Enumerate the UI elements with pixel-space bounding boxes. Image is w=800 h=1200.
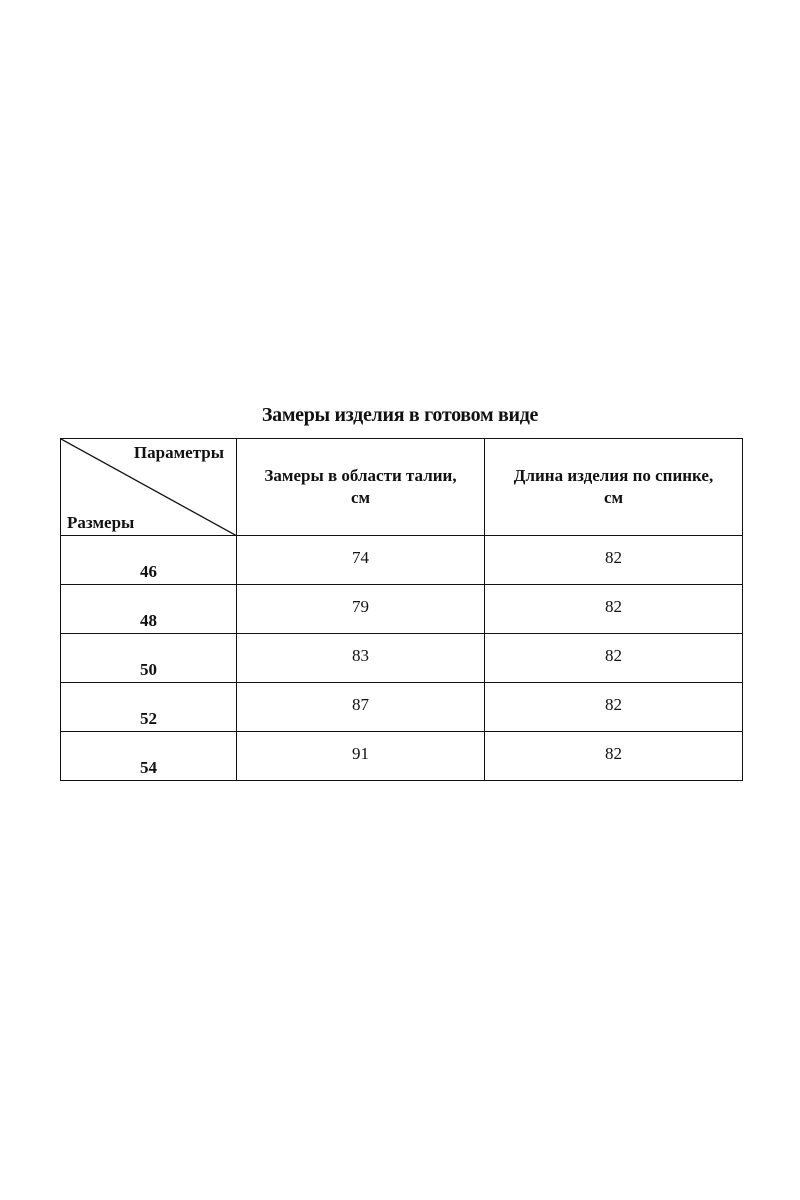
table-header-row: [61, 439, 743, 536]
waist-cell: 91: [237, 732, 485, 781]
size-cell: 54: [61, 732, 237, 781]
length-cell: 82: [485, 536, 743, 585]
length-cell: 82: [485, 732, 743, 781]
sizes-label: Размеры: [67, 513, 135, 532]
column-header-waist: [237, 439, 485, 536]
corner-cell: [61, 439, 237, 536]
table-row: [61, 536, 743, 585]
waist-cell: 74: [237, 536, 485, 585]
header-line: см: [350, 488, 371, 507]
waist-cell: 87: [237, 683, 485, 732]
length-cell: 82: [485, 683, 743, 732]
length-cell: 82: [485, 585, 743, 634]
header-line: Замеры в области талии,: [264, 466, 457, 485]
size-cell: 50: [61, 634, 237, 683]
size-cell: 46: [61, 536, 237, 585]
header-line: Длина изделия по спинке,: [513, 466, 714, 485]
table-row: [61, 585, 743, 634]
measurements-table: [60, 438, 743, 781]
table-row: [61, 683, 743, 732]
table-row: [61, 634, 743, 683]
column-header-length: [485, 439, 743, 536]
waist-cell: 79: [237, 585, 485, 634]
parameters-label: Параметры: [133, 443, 224, 462]
header-line: см: [603, 488, 624, 507]
document-title: Замеры изделия в готовом виде: [261, 404, 539, 426]
length-cell: 82: [485, 634, 743, 683]
size-cell: 52: [61, 683, 237, 732]
size-cell: 48: [61, 585, 237, 634]
waist-cell: 83: [237, 634, 485, 683]
table-row: [61, 732, 743, 781]
